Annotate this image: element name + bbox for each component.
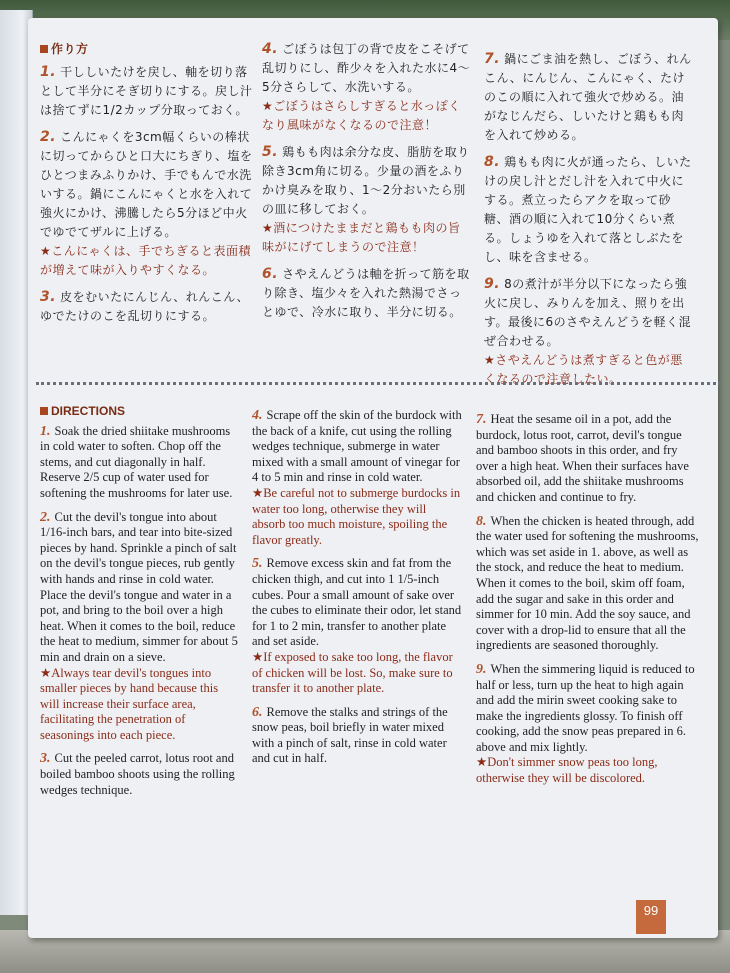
en-step-9 bbox=[476, 662, 701, 787]
jp-step-9 bbox=[484, 275, 694, 389]
step-note: ★酒につけたままだと鶏もも肉の旨味がにげてしまうので注意！ bbox=[262, 221, 461, 254]
step-text: Cut the devil's tongue into about 1/16-inch bars, and tear into bite-sized pieces by hand. Sprinkle a pinch of salt on the devil's tongue pieces, rub gently with hands and rinse in cold water. Place the devil's tongue and water in a pot, and bring to the boil over a high heat. When it comes to the boil, reduce the heat to medium, simmer for about 5 min and drain on a sieve. bbox=[40, 509, 238, 664]
en-step-1 bbox=[40, 424, 240, 502]
step-number: 3. bbox=[40, 751, 51, 767]
step-text: Remove the stalks and strings of the snow peas, boil briefly in water mixed with a pinch of salt, rinse in cold water and cut in half. bbox=[252, 704, 448, 766]
step-number: 2. bbox=[40, 509, 51, 525]
jp-step-5 bbox=[262, 143, 472, 257]
en-step-6 bbox=[252, 705, 462, 767]
jp-column-2 bbox=[262, 40, 472, 330]
section-divider bbox=[36, 382, 721, 385]
step-note: ★こんにゃくは、手でちぎると表面積が増えて味が入りやすくなる。 bbox=[40, 244, 252, 277]
en-step-5 bbox=[252, 556, 462, 696]
step-number: 1. bbox=[40, 423, 51, 439]
jp-step-6 bbox=[262, 265, 472, 322]
step-number: 7. bbox=[484, 51, 501, 67]
step-text: 鶏もも肉に火が通ったら、しいたけの戻し汁とだし汁を入れて中火にする。煮立ったらアクを取って砂糖、酒の順に入れて10分くらい煮る。しょうゆを入れて落としぶたをし、味を含ませる。 bbox=[484, 155, 692, 264]
en-step-8 bbox=[476, 514, 701, 654]
jp-step-3 bbox=[40, 288, 255, 326]
step-text: 鍋にごま油を熱し、ごぼう、れんこん、にんじん、こんにゃく、たけのこの順に入れて強火で炒める。油がなじんだら、しいたけと鶏もも肉を入れて炒める。 bbox=[484, 52, 692, 142]
step-text: Remove excess skin and fat from the chicken thigh, and cut into 1 1/5-inch cubes. Pour a small amount of sake over the cubes to eliminate their odor, let stand for 1 to 2 min, transfer to another plate and set aside. bbox=[252, 556, 462, 649]
step-text: 鶏もも肉は余分な皮、脂肪を取り除き3cm角に切る。少量の酒をふりかけ臭みを取り、1〜2分おいたら別の皿に移しておく。 bbox=[262, 145, 470, 216]
step-text: さやえんどうは軸を折って筋を取り除き、塩少々を入れた熱湯でさっとゆで、冷水に取り、半分に切る。 bbox=[262, 267, 470, 319]
step-note: ★Always tear devil's tongues into smaller pieces by hand because this will increase their surface area, facilitating the penetration of seasonings into each piece. bbox=[40, 665, 219, 742]
step-note: ★Don't simmer snow peas too long, otherwise they will be discolored. bbox=[476, 755, 658, 786]
step-number: 6. bbox=[252, 704, 263, 720]
step-number: 7. bbox=[476, 412, 487, 427]
step-text: 8の煮汁が半分以下になったら強火に戻し、みりんを加え、照りを出す。最後に6のさやえんどうを軽く混ぜ合わせる。 bbox=[484, 277, 692, 348]
en-column-2 bbox=[252, 408, 462, 775]
square-bullet-icon bbox=[40, 407, 48, 415]
en-step-2 bbox=[40, 510, 240, 744]
en-step-3 bbox=[40, 751, 240, 798]
en-step-7 bbox=[476, 412, 701, 506]
step-note: ★さやえんどうは煮すぎると色が悪くなるので注意したい。 bbox=[484, 353, 683, 386]
step-number: 4. bbox=[252, 408, 263, 423]
step-number: 8. bbox=[476, 513, 487, 529]
jp-step-4 bbox=[262, 40, 472, 135]
jp-heading-text: 作り方 bbox=[51, 42, 89, 56]
step-number: 4. bbox=[262, 41, 279, 57]
step-number: 1. bbox=[40, 64, 57, 80]
jp-step-1 bbox=[40, 63, 255, 120]
page-number: 99 bbox=[636, 900, 666, 934]
jp-step-8 bbox=[484, 153, 694, 267]
jp-heading bbox=[40, 40, 255, 59]
step-text: Soak the dried shiitake mushrooms in cold water to soften. Chop off the stems, and cut diagonally in half. Reserve 2/5 cup of water used for softening the mushrooms for later use. bbox=[40, 423, 233, 500]
step-number: 8. bbox=[484, 154, 501, 170]
step-text: When the chicken is heated through, add the water used for softening the mushrooms, which was set aside in 1. above, as well as the stock, and reduce the heat to medium. When it comes to the boil, skim off foam, add the sugar and sake in this order and simmer for 10 min. Add the soy sauce, and cover with a drop-lid to ensure that all the ingredients are seasoned thoroughly. bbox=[476, 513, 699, 653]
en-column-1 bbox=[40, 404, 240, 806]
square-bullet-icon bbox=[40, 45, 48, 53]
step-number: 5. bbox=[252, 556, 263, 572]
jp-step-7 bbox=[484, 50, 694, 145]
step-text: Heat the sesame oil in a pot, add the burdock, lotus root, carrot, devil's tongue and bamboo shoots in this order, and fry over a high heat. When their surfaces have absorbed oil, add the shiitake mushrooms and chicken and continue to fry. bbox=[476, 412, 689, 504]
step-number: 2. bbox=[40, 129, 57, 145]
step-text: Scrape off the skin of the burdock with the back of a knife, cut using the rolling wedges technique, submerge in water mixed with a small amount of vinegar for 4 to 5 min and rinse in cold water. bbox=[252, 408, 462, 485]
step-note: ★ごぼうはさらしすぎると水っぽくなり風味がなくなるので注意！ bbox=[262, 99, 461, 132]
en-step-4 bbox=[252, 408, 462, 548]
step-note: ★Be careful not to submerge burdocks in water too long, otherwise they will absorb too much moisture, spoiling the flavor greatly. bbox=[252, 485, 461, 547]
step-text: 皮をむいたにんじん、れんこん、ゆでたけのこを乱切りにする。 bbox=[40, 290, 250, 323]
step-text: When the simmering liquid is reduced to half or less, turn up the heat to high again and add the mirin sweet cooking sake to make the ingredients glossy. To finish off cooking, add the snow peas prepared in 6. above and mix lightly. bbox=[476, 661, 695, 754]
jp-step-2 bbox=[40, 128, 255, 280]
step-number: 6. bbox=[262, 266, 279, 282]
step-text: ごぼうは包丁の背で皮をこそげて乱切りにし、酢少々を入れた水に4〜5分さらして、水洗いする。 bbox=[262, 42, 471, 94]
step-number: 9. bbox=[476, 661, 487, 677]
en-column-3 bbox=[476, 412, 701, 795]
jp-column-3 bbox=[484, 50, 694, 397]
jp-column-1 bbox=[40, 40, 255, 334]
step-text: Cut the peeled carrot, lotus root and boiled bamboo shoots using the rolling wedges technique. bbox=[40, 751, 235, 797]
en-heading-text: DIRECTIONS bbox=[51, 404, 126, 418]
en-heading bbox=[40, 404, 240, 420]
step-number: 3. bbox=[40, 289, 57, 305]
step-text: 干ししいたけを戻し、軸を切り落として半分にそぎ切りにする。戻し汁は捨てずに1/2カップ分取っておく。 bbox=[40, 65, 253, 117]
step-number: 9. bbox=[484, 276, 501, 292]
step-note: ★If exposed to sake too long, the flavor of chicken will be lost. So, make sure to transfer it to another plate. bbox=[252, 649, 453, 696]
step-number: 5. bbox=[262, 144, 279, 160]
step-text: こんにゃくを3cm幅くらいの棒状に切ってからひと口大にちぎり、塩をひとつまみふりかけ、手でもんで水洗いする。鍋にこんにゃくと水を入れて強火にかけ、沸騰したら5分ほど中火でゆでてザルに上げる。 bbox=[40, 130, 253, 239]
